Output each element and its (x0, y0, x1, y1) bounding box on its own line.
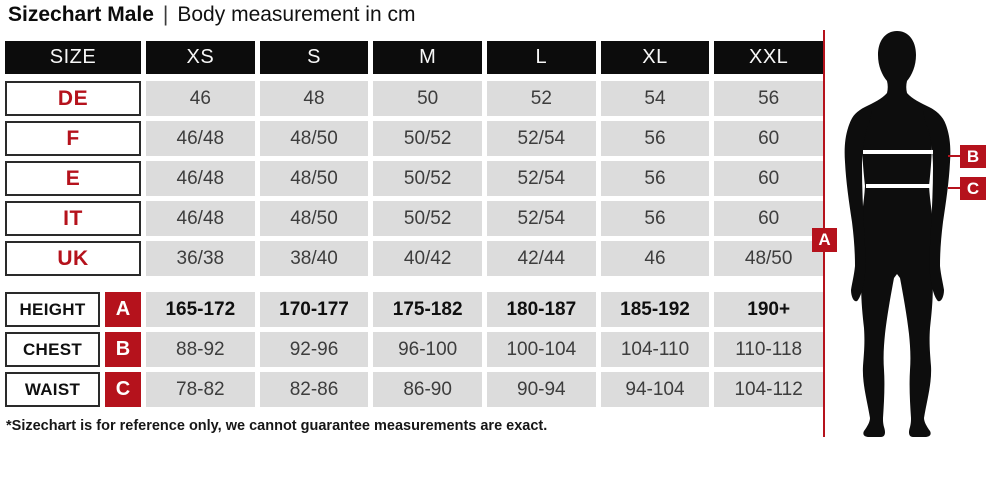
cell-chest-m: 96-100 (373, 332, 482, 367)
section-gap (5, 281, 823, 292)
table-row-uk (5, 241, 823, 276)
footnote: *Sizechart is for reference only, we cannot guarantee measurements are exact. (6, 418, 548, 434)
column-header-m: M (373, 41, 482, 74)
title-separator: | (162, 3, 169, 26)
cell-uk-xl: 46 (601, 241, 710, 276)
table-header-row (5, 41, 823, 74)
size-table (5, 41, 823, 412)
male-silhouette-figure (830, 28, 970, 442)
title-subtitle: Body measurement in cm (177, 3, 416, 26)
cell-uk-s: 38/40 (260, 241, 369, 276)
chest-letter-badge: B (105, 332, 141, 367)
cell-e-xxl: 60 (714, 161, 823, 196)
table-row-chest (5, 332, 823, 367)
cell-f-s: 48/50 (260, 121, 369, 156)
cell-chest-l: 100-104 (487, 332, 596, 367)
column-header-xxl: XXL (714, 41, 823, 74)
cell-it-xs: 46/48 (146, 201, 255, 236)
cell-f-l: 52/54 (487, 121, 596, 156)
table-row-height (5, 292, 823, 327)
row-label-chest: CHEST (5, 332, 100, 367)
row-label-waist: WAIST (5, 372, 100, 407)
cell-chest-xxl: 110-118 (714, 332, 823, 367)
cell-height-xs: 165-172 (146, 292, 255, 327)
cell-it-l: 52/54 (487, 201, 596, 236)
row-label-height: HEIGHT (5, 292, 100, 327)
cell-uk-m: 40/42 (373, 241, 482, 276)
cell-waist-m: 86-90 (373, 372, 482, 407)
height-letter-badge: A (105, 292, 141, 327)
cell-waist-l: 90-94 (487, 372, 596, 407)
table-row-e (5, 161, 823, 196)
row-label-waist-group (5, 372, 141, 407)
cell-f-xl: 56 (601, 121, 710, 156)
cell-e-xl: 56 (601, 161, 710, 196)
cell-f-xxl: 60 (714, 121, 823, 156)
cell-f-m: 50/52 (373, 121, 482, 156)
row-label-f: F (5, 121, 141, 156)
cell-uk-l: 42/44 (487, 241, 596, 276)
table-row-it (5, 201, 823, 236)
row-label-uk: UK (5, 241, 141, 276)
cell-it-xl: 56 (601, 201, 710, 236)
row-label-e: E (5, 161, 141, 196)
cell-e-xs: 46/48 (146, 161, 255, 196)
figure-badge-a: A (812, 228, 837, 252)
cell-f-xs: 46/48 (146, 121, 255, 156)
cell-waist-xl: 94-104 (601, 372, 710, 407)
cell-e-m: 50/52 (373, 161, 482, 196)
cell-chest-xs: 88-92 (146, 332, 255, 367)
table-row-f (5, 121, 823, 156)
cell-waist-s: 82-86 (260, 372, 369, 407)
waist-letter-badge: C (105, 372, 141, 407)
column-header-s: S (260, 41, 369, 74)
cell-height-xl: 185-192 (601, 292, 710, 327)
row-label-chest-group (5, 332, 141, 367)
cell-it-m: 50/52 (373, 201, 482, 236)
cell-it-s: 48/50 (260, 201, 369, 236)
cell-height-m: 175-182 (373, 292, 482, 327)
cell-chest-xl: 104-110 (601, 332, 710, 367)
cell-waist-xs: 78-82 (146, 372, 255, 407)
chest-measure-line (863, 150, 933, 154)
cell-chest-s: 92-96 (260, 332, 369, 367)
cell-de-xs: 46 (146, 81, 255, 116)
row-label-it: IT (5, 201, 141, 236)
waist-measure-line (866, 184, 931, 188)
cell-uk-xs: 36/38 (146, 241, 255, 276)
cell-e-s: 48/50 (260, 161, 369, 196)
cell-de-xl: 54 (601, 81, 710, 116)
cell-de-xxl: 56 (714, 81, 823, 116)
cell-height-l: 180-187 (487, 292, 596, 327)
cell-e-l: 52/54 (487, 161, 596, 196)
row-label-de: DE (5, 81, 141, 116)
cell-uk-xxl: 48/50 (714, 241, 823, 276)
cell-de-s: 48 (260, 81, 369, 116)
cell-de-l: 52 (487, 81, 596, 116)
cell-height-xxl: 190+ (714, 292, 823, 327)
table-row-waist (5, 372, 823, 407)
title-main: Sizechart Male (8, 3, 154, 26)
cell-de-m: 50 (373, 81, 482, 116)
column-header-xs: XS (146, 41, 255, 74)
column-header-size: SIZE (5, 41, 141, 74)
figure-badge-b: B (960, 145, 986, 168)
cell-it-xxl: 60 (714, 201, 823, 236)
column-header-xl: XL (601, 41, 710, 74)
table-row-de (5, 81, 823, 116)
page-title (8, 3, 415, 27)
cell-waist-xxl: 104-112 (714, 372, 823, 407)
column-header-l: L (487, 41, 596, 74)
figure-badge-c: C (960, 177, 986, 200)
cell-height-s: 170-177 (260, 292, 369, 327)
row-label-height-group (5, 292, 141, 327)
